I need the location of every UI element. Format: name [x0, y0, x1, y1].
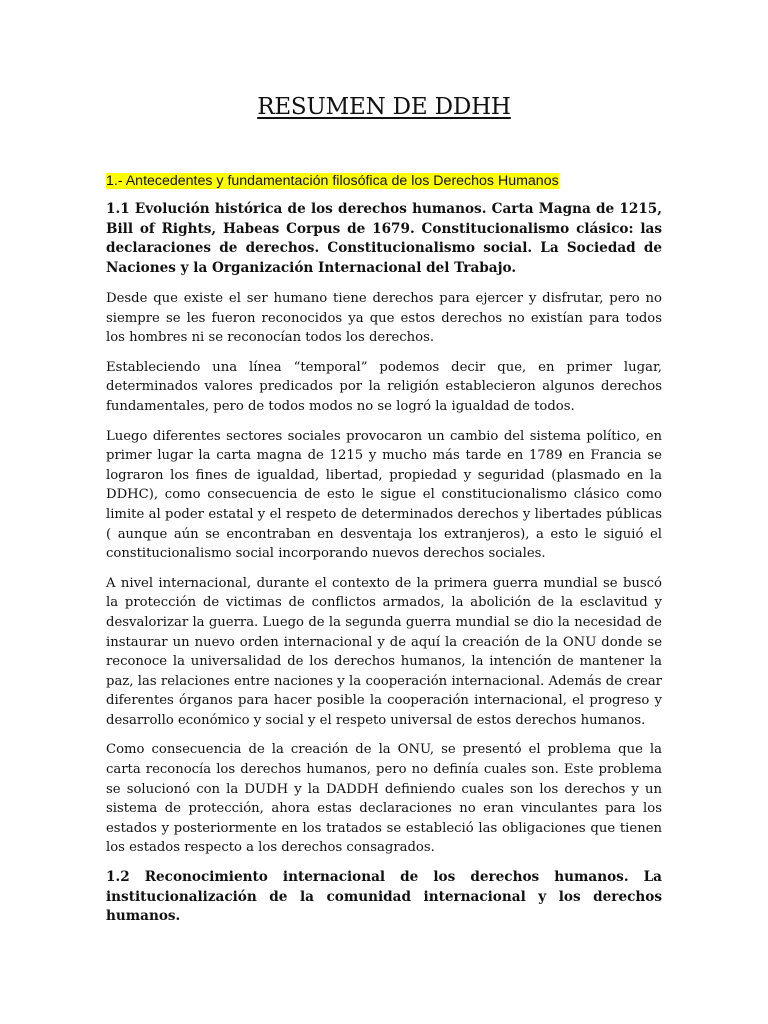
paragraph-4: A nivel internacional, durante el contexto de la primera guerra mundial se buscó la protección de victimas de conflictos armados, la abolición de la esclavitud y desvalorizar la guerra. Luego de la segunda guerra mundial se dio la necesidad de instaurar un nuevo orden internacional y de aquí la creación de la ONU donde se reconoce la universalidad de los derechos humanos, la intención de mantener la paz, las relaciones entre naciones y la cooperación internacional. Además de crear diferentes órganos para hacer posible la cooperación internacional, el progreso y desarrollo económico y social y el respeto universal de estos derechos humanos.	[106, 575, 662, 728]
section-heading	[106, 172, 662, 190]
highlighted-section-heading: 1.- Antecedentes y fundamentación filosófica de los Derechos Humanos	[106, 173, 559, 189]
paragraph-2: Estableciendo una línea “temporal” podemos decir que, en primer lugar, determinados valores predicados por la religión establecieron algunos derechos fundamentales, pero de todos modos no se logró la igualdad de todos.	[106, 359, 662, 414]
paragraph-1: Desde que existe el ser humano tiene derechos para ejercer y disfrutar, pero no siempre se les fueron reconocidos ya que estos derechos no existían para todos los hombres ni se reconocían todos los derechos.	[106, 291, 662, 346]
paragraph-3: Luego diferentes sectores sociales provocaron un cambio del sistema político, en primer lugar la carta magna de 1215 y mucho más tarde en 1789 en Francia se lograron los fines de igualdad, libertad, propiedad y seguridad (plasmado en la DDHC), como consecuencia de esto le sigue el constitucionalismo clásico como limite al poder estatal y el respeto de determinados derechos y libertades públicas ( aunque aún se encontraban en desventaja los extranjeros), a esto le siguió el constitucionalismo social incorporando nuevos derechos sociales.	[106, 428, 662, 562]
document-page	[106, 92, 662, 938]
subheading-1-2: 1.2 Reconocimiento internacional de los derechos humanos. La institucionalización de la comunidad internacional y los derechos humanos.	[106, 869, 662, 925]
document-title: RESUMEN DE DDHH	[257, 94, 511, 120]
paragraph-5: Como consecuencia de la creación de la ONU, se presentó el problema que la carta reconocía los derechos humanos, pero no definía cuales son. Este problema se solucionó con la DUDH y la DADDH definiendo cuales son los derechos y un sistema de protección, ahora estas declaraciones no eran vinculantes para los estados y posteriormente en los tratados se estableció las obligaciones que tienen los estados respecto a los derechos consagrados.	[106, 742, 662, 856]
subheading-1-1: 1.1 Evolución histórica de los derechos humanos. Carta Magna de 1215, Bill of Rights, Habeas Corpus de 1679. Constitucionalismo clásico: las declaraciones de derechos. Constitucionalismo social. La Sociedad de Naciones y la Organización Internacional del Trabajo.	[106, 201, 662, 276]
